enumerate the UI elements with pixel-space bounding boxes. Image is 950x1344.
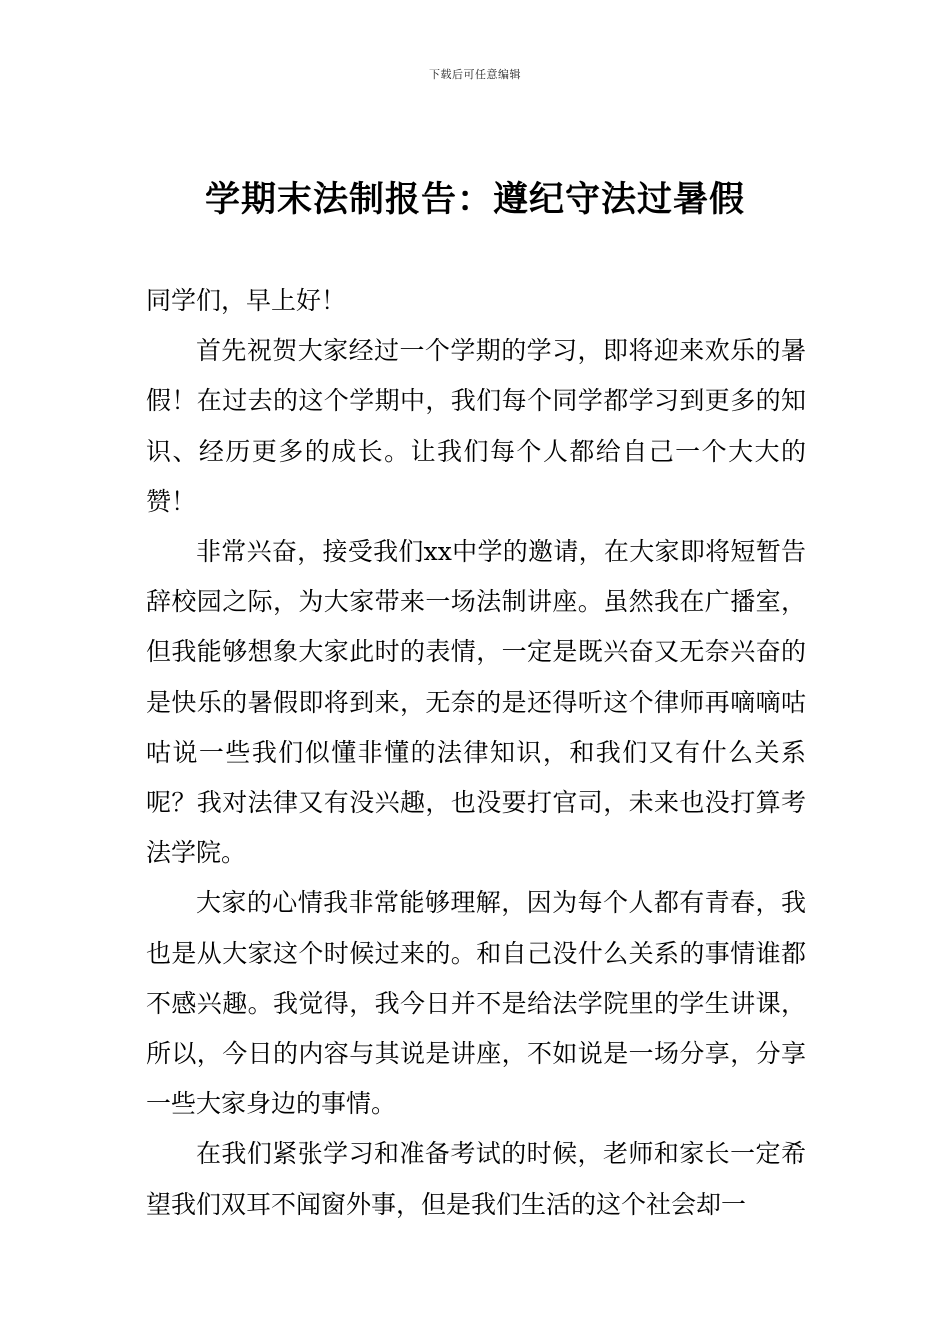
header-note: 下载后可任意编辑: [429, 68, 521, 81]
document-body: [146, 276, 806, 1230]
body-paragraph: 大家的心情我非常能够理解，因为每个人都有青春，我也是从大家这个时候过来的。和自己没什么关系的事情谁都不感兴趣。我觉得，我今日并不是给法学院里的学生讲课，所以，今日的内容与其说是讲座，不如说是一场分享，分享一些大家身边的事情。: [146, 888, 806, 1119]
body-paragraph: 非常兴奋，接受我们xx中学的邀请，在大家即将短暂告辞校园之际，为大家带来一场法制讲座。虽然我在广播室，但我能够想象大家此时的表情，一定是既兴奋又无奈兴奋的是快乐的暑假即将到来，无奈的是还得听这个律师再嘀嘀咕咕说一些我们似懂非懂的法律知识，和我们又有什么关系呢？我对法律又有没兴趣，也没要打官司，未来也没打算考法学院。: [146, 537, 806, 868]
body-paragraph: 在我们紧张学习和准备考试的时候，老师和家长一定希望我们双耳不闻窗外事，但是我们生活的这个社会却一: [146, 1139, 806, 1219]
body-paragraph: 首先祝贺大家经过一个学期的学习，即将迎来欢乐的暑假！在过去的这个学期中，我们每个同学都学习到更多的知识、经历更多的成长。让我们每个人都给自己一个大大的赞！: [146, 336, 806, 516]
greeting-paragraph: 同学们，早上好！: [146, 286, 347, 315]
page-title: 学期末法制报告：遵纪守法过暑假: [204, 179, 745, 220]
